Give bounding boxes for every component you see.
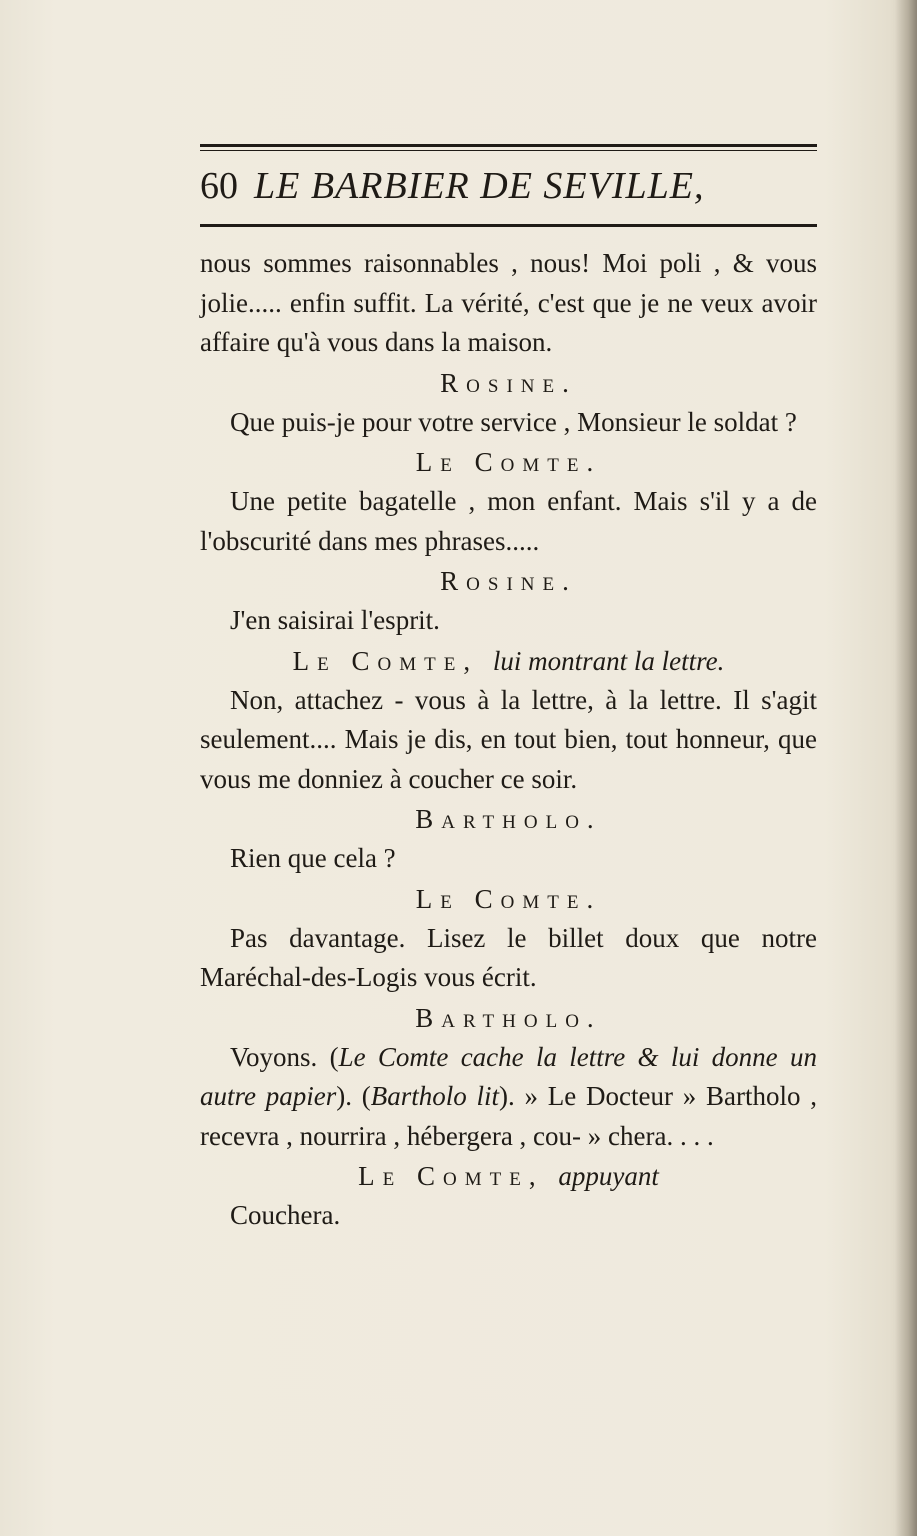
speaker-name: Rosine.	[440, 566, 577, 596]
speaker-name: Bartholo.	[415, 804, 602, 834]
dialogue-line: Non, attachez - vous à la lettre, à la lettre. Il s'agit seulement.... Mais je dis, en tout bien, tout honneur, que vous me donniez à coucher ce soir.	[200, 684, 817, 794]
speaker-name: Bartholo.	[415, 1002, 602, 1033]
speaker-name: Le Comte,	[358, 1161, 544, 1191]
stage-direction: appuyant	[558, 1161, 659, 1191]
dialogue-text: ). (	[336, 1081, 371, 1111]
dialogue-text: Voyons. (	[230, 1041, 339, 1072]
dialogue-line: Couchera.	[230, 1200, 341, 1230]
speaker-with-direction	[200, 641, 817, 681]
dialogue-line: J'en saisirai l'esprit.	[230, 605, 440, 635]
speaker-name: Le Comte.	[415, 447, 602, 477]
dialogue-line: Une petite bagatelle , mon enfant. Mais s'il y a de l'obscurité dans mes phrases.....	[200, 486, 817, 556]
stage-direction: Le Comte cache la lettre & lui donne un autre papier	[200, 1041, 817, 1111]
speaker-with-direction	[200, 1156, 817, 1196]
page-text	[200, 244, 817, 1236]
speaker-name: Rosine.	[440, 367, 577, 398]
running-title: LE BARBIER DE SEVILLE,	[254, 165, 705, 207]
running-header	[200, 156, 817, 216]
page-number: 60	[200, 165, 238, 207]
header-rule-top	[200, 144, 817, 151]
stage-direction: lui montrant la lettre.	[492, 645, 725, 676]
dialogue-line	[200, 1038, 817, 1157]
dialogue-line: Rien que cela ?	[230, 843, 396, 873]
speaker-name: Le Comte,	[292, 645, 479, 676]
dialogue-line: Que puis-je pour votre service , Monsieur le soldat ?	[230, 406, 797, 437]
speaker-name: Le Comte.	[415, 883, 602, 914]
header-rule-bottom	[200, 224, 817, 227]
dialogue-line: Pas davantage. Lisez le billet doux que notre Maréchal-des-Logis vous écrit.	[200, 922, 817, 992]
dialogue-line: nous sommes raisonnables , nous! Moi poli , & vous jolie..... enfin suffit. La vérité, c'est que je ne veux avoir affaire qu'à vous dans la maison.	[200, 248, 817, 357]
stage-direction: Bartholo lit	[370, 1081, 500, 1111]
dialogue-text: ). » Le Docteur » Bartholo , recevra , nourrira , hébergera , cou- » chera. . . .	[200, 1081, 818, 1151]
page-edge-shadow	[895, 0, 917, 1536]
